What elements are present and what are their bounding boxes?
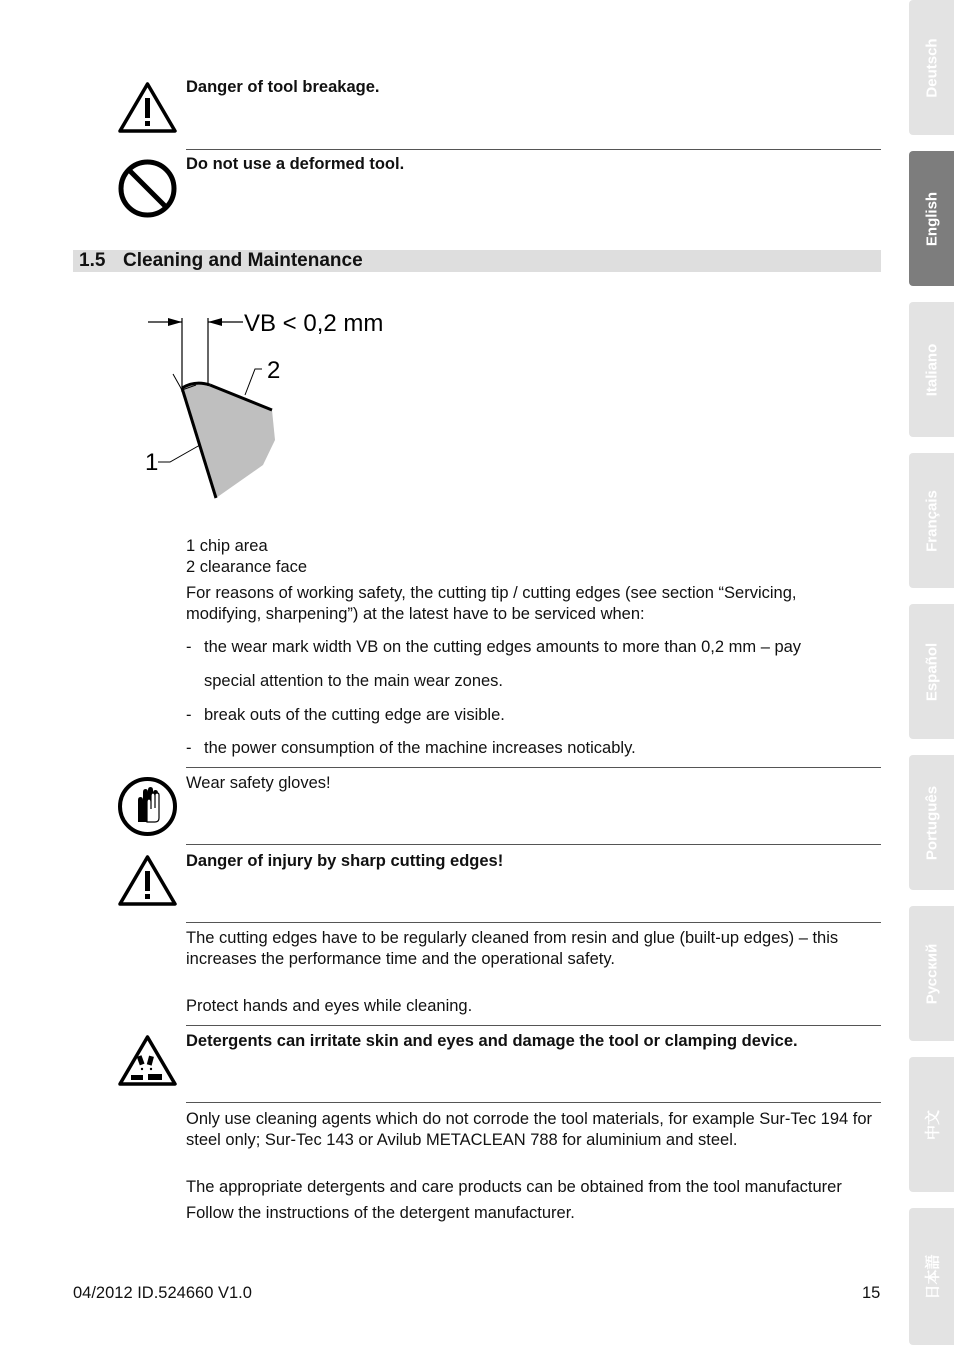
tab-label: English	[923, 191, 940, 246]
vb-label: VB < 0,2 mm	[244, 310, 384, 337]
tab-japanese[interactable]	[909, 1208, 954, 1345]
corrosive-warning-icon	[117, 1034, 178, 1087]
warning-detergents: Detergents can irritate skin and eyes and damage the tool or clamping device.	[186, 1032, 798, 1050]
bullet-dash: -	[186, 739, 192, 757]
tab-francais[interactable]	[909, 453, 954, 588]
warning-tool-breakage: Danger of tool breakage.	[186, 78, 380, 96]
divider	[186, 767, 881, 768]
tab-russian[interactable]	[909, 906, 954, 1041]
tab-portugues[interactable]	[909, 755, 954, 890]
tab-label: 中文	[924, 1109, 941, 1140]
divider	[186, 1102, 881, 1103]
divider	[186, 844, 881, 845]
tab-label: Italiano	[923, 343, 940, 396]
safety-gloves-icon	[117, 776, 178, 837]
tab-chinese[interactable]	[909, 1057, 954, 1192]
warning-sharp-edges: Danger of injury by sharp cutting edges!	[186, 852, 504, 870]
warning-triangle-icon	[117, 81, 178, 134]
tab-label: Português	[923, 785, 940, 860]
tab-label: Français	[923, 489, 940, 552]
warning-deformed-tool: Do not use a deformed tool.	[186, 155, 405, 173]
tab-label: 日本語	[924, 1253, 941, 1300]
bullet-dash: -	[186, 706, 192, 724]
prohibition-icon	[117, 158, 178, 219]
tab-english[interactable]	[909, 151, 954, 286]
obtain-paragraph: The appropriate detergents and care products can be obtained from the tool manufacturer	[186, 1178, 842, 1196]
figure-label-1: 1	[145, 449, 159, 476]
cleaning-paragraph: The cutting edges have to be regularly cleaned from resin and glue (built-up edges) – this increases the performance time and the operational safety.	[186, 929, 839, 968]
bullet-dash: -	[186, 638, 192, 656]
bullet-power: the power consumption of the machine increases noticably.	[204, 739, 636, 757]
cutting-insert-figure	[140, 300, 420, 505]
warning-gloves: Wear safety gloves!	[186, 774, 331, 792]
tab-label: Русский	[923, 943, 940, 1004]
divider	[186, 149, 881, 150]
section-heading	[73, 250, 881, 272]
divider	[186, 922, 881, 923]
figure-label-2: 2	[267, 357, 281, 384]
tab-label: Deutsch	[923, 37, 940, 98]
warning-triangle-icon	[117, 854, 178, 907]
bullet-wear-mark-cont: special attention to the main wear zones.	[204, 672, 504, 690]
intro-paragraph: For reasons of working safety, the cutting tip / cutting edges (see section “Servicing, modifying, sharpening”) at the latest have to be serviced when:	[186, 584, 797, 623]
agents-paragraph: Only use cleaning agents which do not corrode the tool materials, for example Sur-Tec 194 for steel only; Sur-Tec 143 or Avilub METACLEAN 788 for aluminium and steel.	[186, 1110, 873, 1149]
bullet-break-outs: break outs of the cutting edge are visible.	[204, 706, 505, 724]
section-title: Cleaning and Maintenance	[123, 250, 363, 271]
page-number: 15	[862, 1284, 881, 1302]
follow-paragraph: Follow the instructions of the detergent manufacturer.	[186, 1204, 575, 1222]
legend-item: 2 clearance face	[186, 558, 308, 576]
tab-espanol[interactable]	[909, 604, 954, 739]
legend-item: 1 chip area	[186, 537, 268, 555]
protect-paragraph: Protect hands and eyes while cleaning.	[186, 997, 473, 1015]
tab-italiano[interactable]	[909, 302, 954, 437]
section-number: 1.5	[79, 250, 106, 271]
tab-deutsch[interactable]	[909, 0, 954, 135]
bullet-wear-mark: the wear mark width VB on the cutting edges amounts to more than 0,2 mm – pay	[204, 638, 802, 656]
tab-label: Español	[923, 642, 940, 701]
footer-doc-id: 04/2012 ID.524660 V1.0	[73, 1284, 252, 1302]
divider	[186, 1025, 881, 1026]
